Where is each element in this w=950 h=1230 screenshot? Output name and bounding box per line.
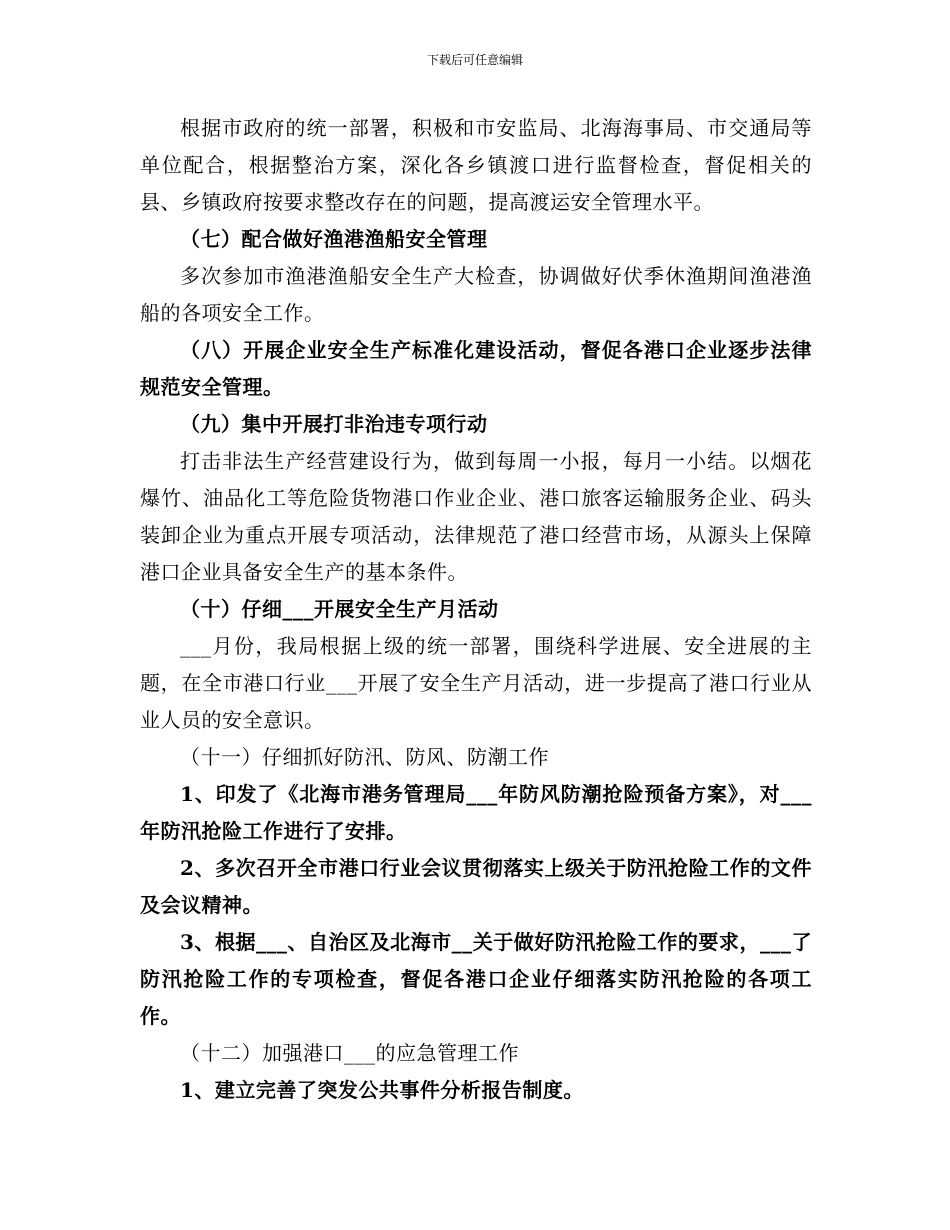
heading-section-7: （七）配合做好渔港渔船安全管理 — [180, 227, 488, 251]
heading-section-12: （十二）加强港口___的应急管理工作 — [180, 1041, 519, 1065]
paragraph-fishing-port: 多次参加市渔港渔船安全生产大检查，协调做好伏季休渔期间渔港渔船的各项安全工作。 — [140, 264, 812, 325]
document-body — [140, 110, 812, 1109]
heading-section-10: （十）仔细___开展安全生产月活动 — [180, 597, 499, 621]
item-11-2: 2、多次召开全市港口行业会议贯彻落实上级关于防汛抢险工作的文件及会议精神。 — [140, 856, 812, 917]
paragraph-ferry-inspection: 根据市政府的统一部署，积极和市安监局、北海海事局、市交通局等单位配合，根据整治方案，深化各乡镇渡口进行监督检查，督促相关的县、乡镇政府按要求整改存在的问题，提高渡运安全管理水平。 — [140, 116, 812, 214]
heading-section-9: （九）集中开展打非治违专项行动 — [180, 412, 488, 436]
paragraph-safety-month: ___月份，我局根据上级的统一部署，围绕科学进展、安全进展的主题，在全市港口行业___开展了安全生产月活动，进一步提高了港口行业从业人员的安全意识。 — [140, 634, 812, 732]
heading-section-8: （八）开展企业安全生产标准化建设活动，督促各港口企业逐步法律规范安全管理。 — [140, 338, 812, 399]
item-12-1: 1、建立完善了突发公共事件分析报告制度。 — [180, 1078, 584, 1102]
paragraph-illegal-operations: 打击非法生产经营建设行为，做到每周一小报，每月一小结。以烟花爆竹、油品化工等危险货物港口作业企业、港口旅客运输服务企业、码头装卸企业为重点开展专项活动，法律规范了港口经营市场，从源头上保障港口企业具备安全生产的基本条件。 — [140, 449, 812, 584]
item-11-1: 1、印发了《北海市港务管理局___年防风防潮抢险预备方案》，对___年防汛抢险工作进行了安排。 — [140, 782, 812, 843]
heading-section-11: （十一）仔细抓好防汛、防风、防潮工作 — [180, 745, 549, 769]
item-11-3: 3、根据___、自治区及北海市__关于做好防汛抢险工作的要求，___了防汛抢险工作的专项检查，督促各港口企业仔细落实防汛抢险的各项工作。 — [140, 930, 812, 1028]
page-header: 下载后可任意编辑 — [426, 53, 523, 67]
